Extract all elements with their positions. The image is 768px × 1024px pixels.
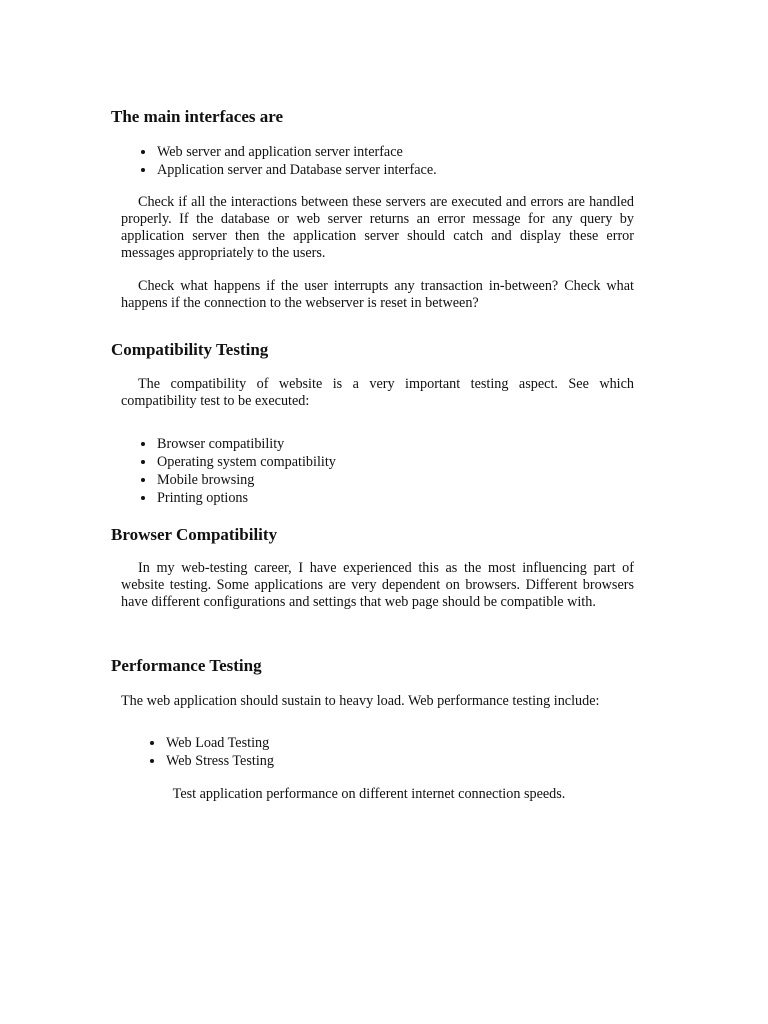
performance-bullet-list — [166, 734, 274, 770]
browser-paragraph: In my web-testing career, I have experienced this as the most influencing part of website testing. Some applications are very dependent on browsers. Different browsers have different configurations and settings that web page should be compatible with. — [121, 560, 634, 610]
list-item: Printing options — [157, 489, 336, 507]
list-item: Web server and application server interface — [157, 143, 437, 161]
compatibility-paragraph: The compatibility of website is a very important testing aspect. See which compatibility test to be executed: — [121, 376, 634, 409]
heading-performance-testing: Performance Testing — [111, 656, 262, 675]
list-item: Mobile browsing — [157, 471, 336, 489]
list-item: Operating system compatibility — [157, 454, 336, 470]
interfaces-bullet-list — [157, 143, 437, 179]
heading-browser-compatibility: Browser Compatibility — [111, 525, 278, 544]
list-item: Browser compatibility — [157, 435, 336, 453]
performance-note: Test application performance on different internet connection speeds. — [172, 786, 566, 802]
performance-paragraph: The web application should sustain to heavy load. Web performance testing include: — [121, 693, 600, 709]
heading-compatibility-testing: Compatibility Testing — [111, 340, 269, 359]
list-item: Application server and Database server interface. — [157, 162, 437, 178]
heading-main-interfaces: The main interfaces are — [111, 107, 284, 126]
list-item: Web Stress Testing — [166, 753, 274, 769]
interfaces-paragraph-2: Check what happens if the user interrupts any transaction in-between? Check what happens if the connection to the webserver is reset in between? — [121, 278, 634, 311]
interfaces-paragraph-1: Check if all the interactions between these servers are executed and errors are handled properly. If the database or web server returns an error message for any query by application server then the application server should catch and display these error messages appropriately to the users. — [121, 194, 634, 261]
compatibility-bullet-list — [157, 435, 336, 507]
list-item: Web Load Testing — [166, 734, 274, 752]
